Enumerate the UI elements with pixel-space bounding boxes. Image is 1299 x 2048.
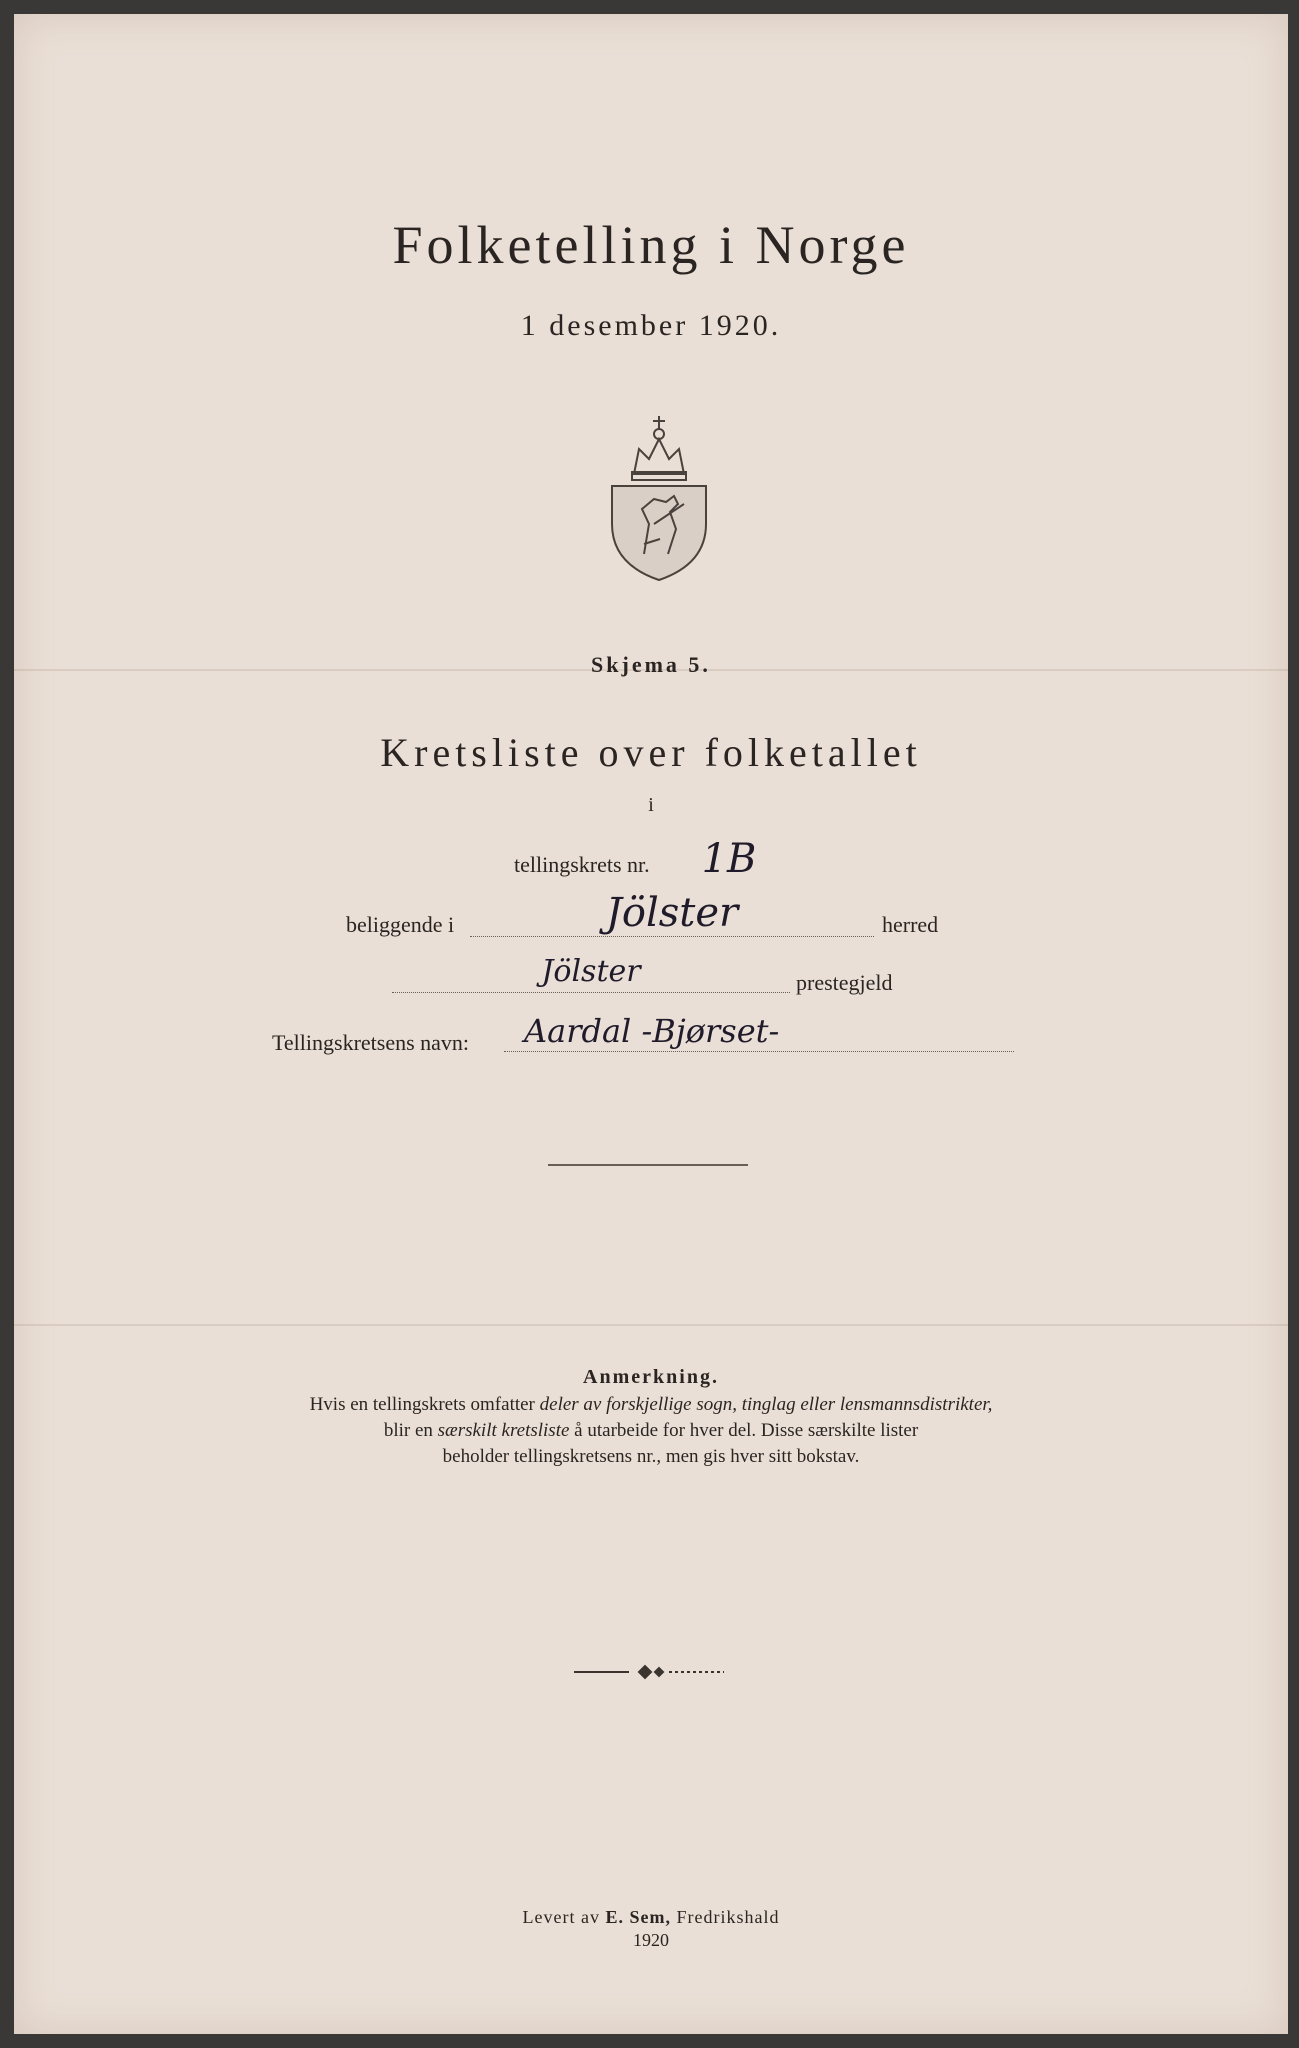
connector-word: i (648, 794, 654, 816)
parish-value: Jölster (392, 954, 790, 993)
district-number-value: 1B (701, 836, 757, 882)
printer-credit (14, 1907, 1288, 1928)
paper-fold (14, 1324, 1288, 1326)
note-heading: Anmerkning. (583, 1366, 719, 1388)
district-name-value: Aardal -Bjørset- (504, 1012, 1014, 1052)
note-line-1 (14, 1394, 1288, 1416)
district-number-label: tellingskrets nr. (514, 852, 650, 877)
located-label: beliggende i (346, 912, 455, 937)
census-date: 1 desember 1920. (520, 309, 782, 342)
printer-year: 1920 (633, 1930, 669, 1950)
note-line-2 (14, 1420, 1288, 1442)
main-title: Folketelling i Norge (392, 215, 910, 275)
note-text: å utarbeide for hver del. Disse særskilte lister (569, 1420, 919, 1441)
printer-place: Fredrikshald (670, 1907, 780, 1927)
note-emphasis: deler av forskjellige sogn, tinglag eller lensmannsdistrikter, (539, 1394, 993, 1415)
printer-name: E. Sem, (605, 1907, 671, 1927)
herred-label: herred (882, 912, 939, 937)
census-form-page (14, 14, 1288, 2034)
schema-number: Skjema 5. (591, 652, 711, 677)
section-divider (548, 1164, 748, 1166)
district-name-label: Tellingskretsens navn: (272, 1030, 470, 1055)
norwegian-coat-of-arms-icon (604, 404, 714, 584)
list-title: Kretsliste over folketallet (380, 730, 922, 775)
note-text: Hvis en tellingskrets omfatter (309, 1394, 540, 1415)
printer-prefix: Levert av (522, 1907, 606, 1927)
located-value: Jölster (470, 890, 874, 937)
note-emphasis: særskilt kretsliste (437, 1420, 570, 1441)
ornament-divider-icon (569, 1664, 729, 1680)
parish-label: prestegjeld (796, 970, 893, 995)
note-text: blir en (383, 1420, 438, 1441)
note-line-3: beholder tellingskretsens nr., men gis hver sitt bokstav. (442, 1446, 860, 1467)
